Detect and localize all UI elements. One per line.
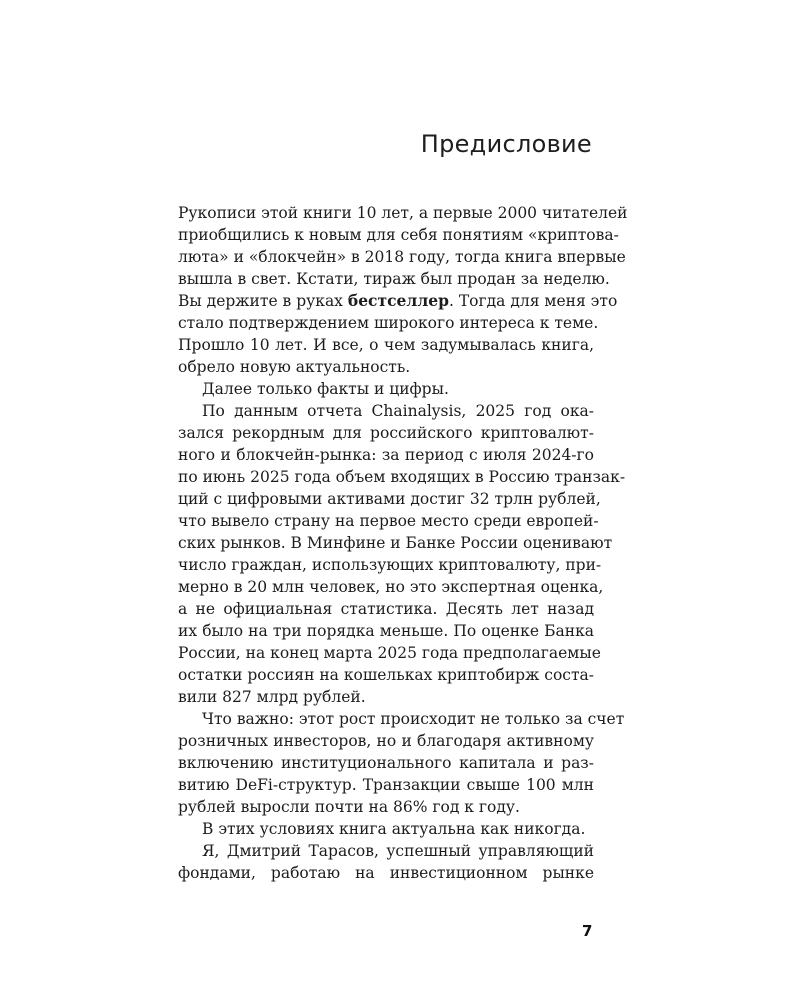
text-line: мерно в 20 млн человек, но это экспертная оценка,: [178, 578, 604, 596]
paragraph: [178, 400, 626, 708]
text-line: витию DeFi-структур. Транзакции свыше 100 млн: [178, 776, 594, 794]
text-line: Я, Дмитрий Тарасов, успешный управляющий: [202, 842, 594, 860]
paragraph: [178, 378, 594, 400]
text-line: Рукописи этой книги 10 лет, а первые 2000 читателей: [178, 204, 628, 222]
text-line: рублей выросли почти на 86% год к году.: [178, 798, 520, 816]
text-line: вышла в свет. Кстати, тираж был продан за неделю.: [178, 270, 610, 288]
text-line: зался рекордным для российского криптовалют-: [178, 424, 594, 442]
text-line: обрело новую актуальность.: [178, 358, 411, 376]
text-line: Далее только факты и цифры.: [202, 380, 449, 398]
text-line: число граждан, использующих криптовалюту, при-: [178, 556, 602, 574]
paragraph: [178, 202, 628, 378]
text-line: включению институционального капитала и раз-: [178, 754, 594, 772]
text-line: остатки россиян на кошельках криптобирж соста-: [178, 666, 595, 684]
paragraph: [178, 818, 594, 840]
text-line: Прошло 10 лет. И все, о чем задумывалась книга,: [178, 336, 594, 354]
text-line: а не официальная статистика. Десять лет назад: [178, 600, 594, 618]
text-line: Вы держите в руках бестселлер. Тогда для меня это: [178, 291, 618, 310]
body-text: [178, 202, 628, 884]
text-line: по июнь 2025 года объем входящих в Россию транзак-: [178, 468, 626, 486]
paragraph: [178, 840, 594, 884]
chapter-title: Предисловие: [420, 130, 592, 158]
text-line: ного и блокчейн-рынка: за период с июля 2024-го: [178, 446, 594, 464]
text-line: В этих условиях книга актуальна как никогда.: [202, 820, 586, 838]
emphasis: бестселлер: [347, 291, 449, 310]
text-line: люта» и «блокчейн» в 2018 году, тогда книга впервые: [178, 248, 626, 266]
text-line: фондами, работаю на инвестиционном рынке: [178, 864, 594, 882]
text-line: их было на три порядка меньше. По оценке Банка: [178, 622, 594, 640]
text-line: вили 827 млрд рублей.: [178, 688, 366, 706]
text-line: что вывело страну на первое место среди европей-: [178, 512, 599, 530]
text-line: ских рынков. В Минфине и Банке России оценивают: [178, 534, 613, 552]
text-line: стало подтверждением широкого интереса к теме.: [178, 314, 599, 332]
text-line: розничных инвесторов, но и благодаря активному: [178, 732, 594, 750]
text-line: России, на конец марта 2025 года предполагаемые: [178, 644, 601, 662]
page-number: 7: [582, 922, 593, 940]
text-line: ций с цифровыми активами достиг 32 трлн рублей,: [178, 490, 601, 508]
text-line: Что важно: этот рост происходит не только за счет: [202, 710, 625, 728]
text-line: приобщились к новым для себя понятиям «криптова-: [178, 226, 619, 244]
paragraph: [178, 708, 625, 818]
text-line: По данным отчета Chainalysis, 2025 год ока-: [202, 402, 594, 420]
